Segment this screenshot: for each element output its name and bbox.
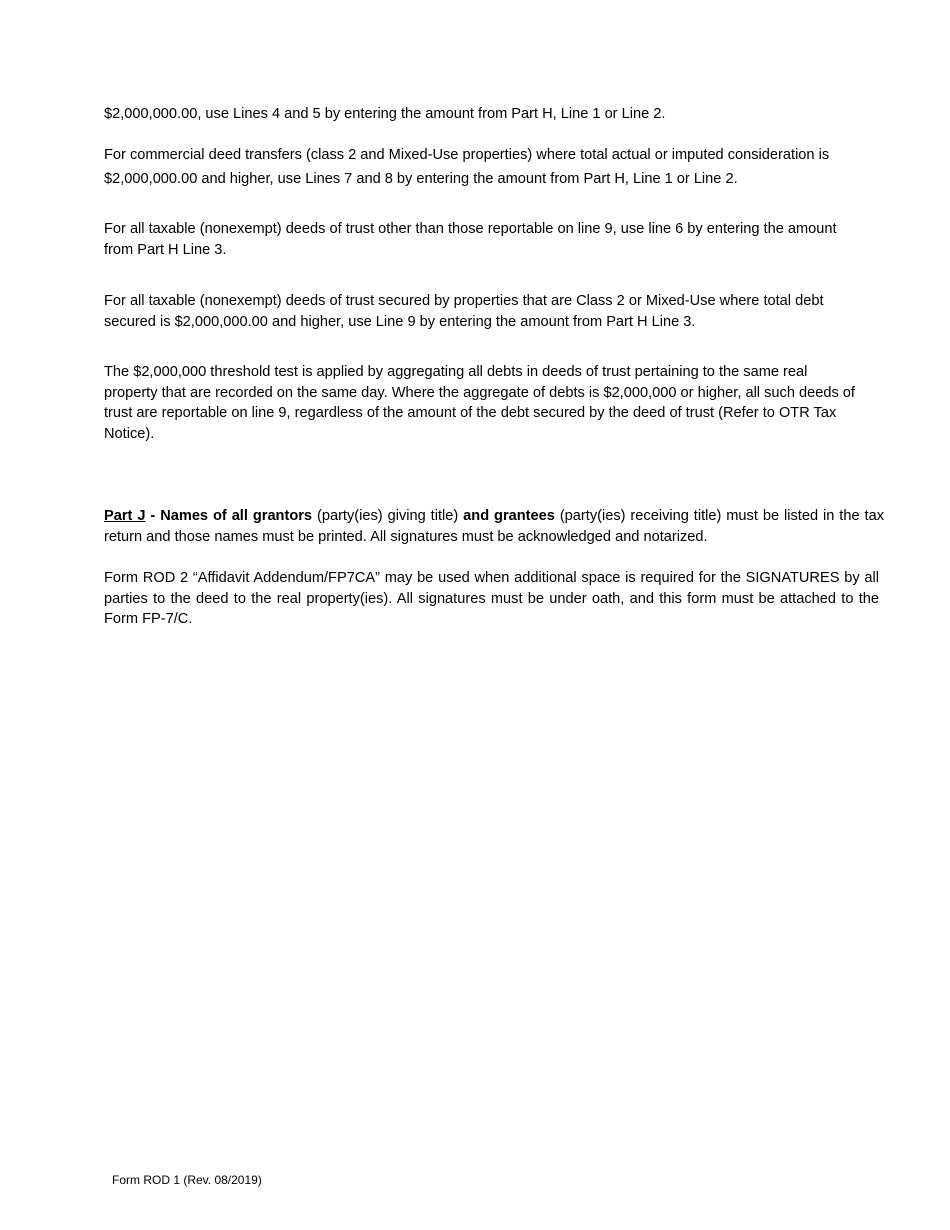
grantees-heading: and grantees	[463, 508, 555, 524]
paragraph-deeds-of-trust-line-6: For all taxable (nonexempt) deeds of trust other than those reportable on line 9, use line 6 by entering the amount from Part H Line 3.	[104, 221, 837, 258]
paragraph-commercial-deed-transfers	[104, 144, 904, 191]
paragraph-form-rod-2: Form ROD 2 “Affidavit Addendum/FP7CA” may be used when additional space is required for the SIGNATURES by all parties to the deed to the real property(ies). All signatures must be under oath, and this form must be attached to the Form FP-7/C.	[104, 570, 879, 628]
part-j-body: (party(ies) receiving title) must be listed in the tax return and those names must be printed. All signatures must be acknowledged and notarized.	[104, 508, 884, 545]
paragraph-deeds-of-trust-line-9: For all taxable (nonexempt) deeds of trust secured by properties that are Class 2 or Mixed-Use where total debt secured is $2,000,000.00 and higher, use Line 9 by entering the amount from Part H Line 3.	[104, 293, 824, 330]
part-j-label: Part J	[104, 508, 146, 524]
paragraph-part-j	[104, 506, 884, 547]
form-footer: Form ROD 1 (Rev. 08/2019)	[112, 1173, 262, 1187]
grantors-heading: Names of all grantors	[160, 508, 313, 524]
paragraph-lines-4-5: $2,000,000.00, use Lines 4 and 5 by entering the amount from Part H, Line 1 or Line 2.	[104, 106, 666, 122]
part-j-dash: -	[145, 508, 161, 524]
paragraph-threshold-test: The $2,000,000 threshold test is applied by aggregating all debts in deeds of trust pertaining to the same real property that are recorded on the same day. Where the aggregate of debts is $2,000,000 or higher, all such deeds of trust are reportable on line 9, regardless of the amount of the debt secured by the deed of trust (Refer to OTR Tax Notice).	[104, 364, 855, 442]
paragraph-commercial-line-2: $2,000,000.00 and higher, use Lines 7 and 8 by entering the amount from Part H, Line 1 or Line 2.	[104, 170, 738, 187]
paragraph-commercial-line-1: For commercial deed transfers (class 2 and Mixed-Use properties) where total actual or imputed consideration is	[104, 147, 830, 163]
grantors-description: (party(ies) giving title)	[312, 508, 464, 524]
